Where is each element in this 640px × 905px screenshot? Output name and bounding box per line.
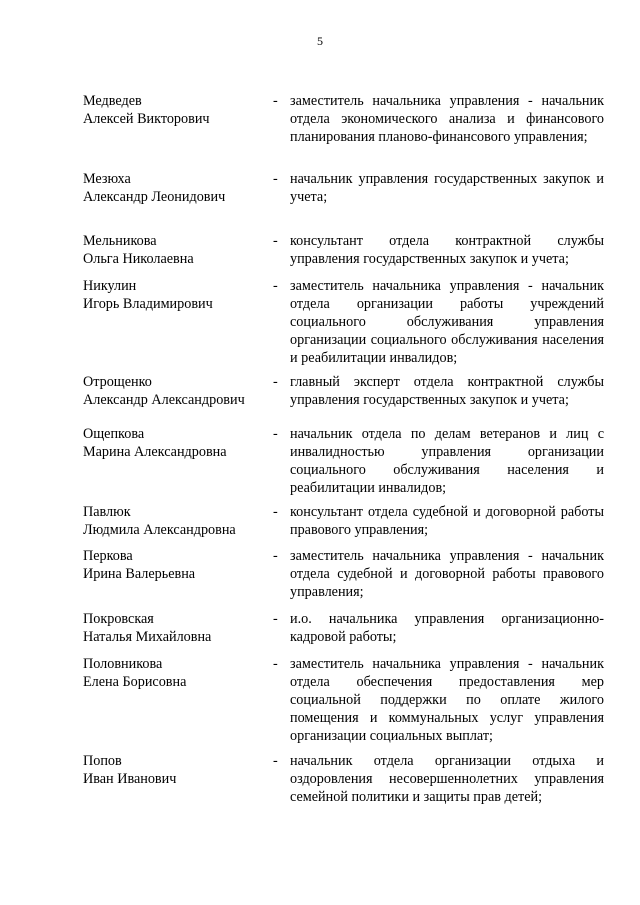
- position-description: начальник управления государственных закупок и учета;: [290, 171, 604, 205]
- given-names: Ольга Николаевна: [83, 251, 194, 267]
- person-name: [83, 655, 268, 691]
- person-name: [83, 752, 268, 788]
- given-names: Александр Александрович: [83, 392, 245, 408]
- person-name: [83, 373, 268, 409]
- surname: Никулин: [83, 278, 137, 294]
- surname: Мельникова: [83, 233, 157, 249]
- surname: Отрощенко: [83, 374, 152, 390]
- given-names: Наталья Михайловна: [83, 629, 212, 645]
- given-names: Алексей Викторович: [83, 111, 210, 127]
- person-name: [83, 92, 268, 128]
- surname: Мезюха: [83, 171, 131, 187]
- surname: Медведев: [83, 93, 142, 109]
- position-description: начальник отдела организации отдыха и оздоровления несовершеннолетних управления семейной политики и защиты прав детей;: [290, 753, 604, 805]
- position-description: консультант отдела контрактной службы управления государственных закупок и учета;: [290, 233, 604, 267]
- dash-separator: -: [273, 171, 278, 187]
- position-description: консультант отдела судебной и договорной работы правового управления;: [290, 504, 604, 538]
- dash-separator: -: [273, 374, 278, 390]
- position-description: начальник отдела по делам ветеранов и лиц с инвалидностью управления организации социального обслуживания населения и реабилитации инвалидов;: [290, 426, 604, 496]
- given-names: Игорь Владимирович: [83, 296, 213, 312]
- dash-separator: -: [273, 93, 278, 109]
- person-name: [83, 503, 268, 539]
- position-description: заместитель начальника управления - начальник отдела экономического анализа и финансового планирования планово-финансового управления;: [290, 93, 604, 145]
- person-name: [83, 547, 268, 583]
- person-name: [83, 610, 268, 646]
- position-description: заместитель начальника управления - начальник отдела организации работы учреждений социального обслуживания управления организации социального обслуживания населения и реабилитации инвалидов;: [290, 278, 604, 366]
- position-description: заместитель начальника управления - начальник отдела обеспечения предоставления мер социальной поддержки по оплате жилого помещения и коммунальных услуг управления организации социальных выплат;: [290, 656, 604, 744]
- surname: Ощепкова: [83, 426, 145, 442]
- dash-separator: -: [273, 233, 278, 249]
- dash-separator: -: [273, 753, 278, 769]
- dash-separator: -: [273, 278, 278, 294]
- given-names: Ирина Валерьевна: [83, 566, 196, 582]
- page-number: 5: [317, 34, 323, 48]
- given-names: Елена Борисовна: [83, 674, 187, 690]
- surname: Половникова: [83, 656, 163, 672]
- person-name: [83, 232, 268, 268]
- person-name: [83, 170, 268, 206]
- given-names: Иван Иванович: [83, 771, 177, 787]
- given-names: Марина Александровна: [83, 444, 227, 460]
- surname: Попов: [83, 753, 122, 769]
- position-description: заместитель начальника управления - начальник отдела судебной и договорной работы правового управления;: [290, 548, 604, 600]
- dash-separator: -: [273, 548, 278, 564]
- person-name: [83, 425, 268, 461]
- dash-separator: -: [273, 656, 278, 672]
- person-name: [83, 277, 268, 313]
- dash-separator: -: [273, 611, 278, 627]
- position-description: главный эксперт отдела контрактной службы управления государственных закупок и учета;: [290, 374, 604, 408]
- dash-separator: -: [273, 504, 278, 520]
- surname: Перкова: [83, 548, 133, 564]
- surname: Покровская: [83, 611, 154, 627]
- surname: Павлюк: [83, 504, 131, 520]
- dash-separator: -: [273, 426, 278, 442]
- given-names: Александр Леонидович: [83, 189, 226, 205]
- given-names: Людмила Александровна: [83, 522, 236, 538]
- position-description: и.о. начальника управления организационно-кадровой работы;: [290, 611, 604, 645]
